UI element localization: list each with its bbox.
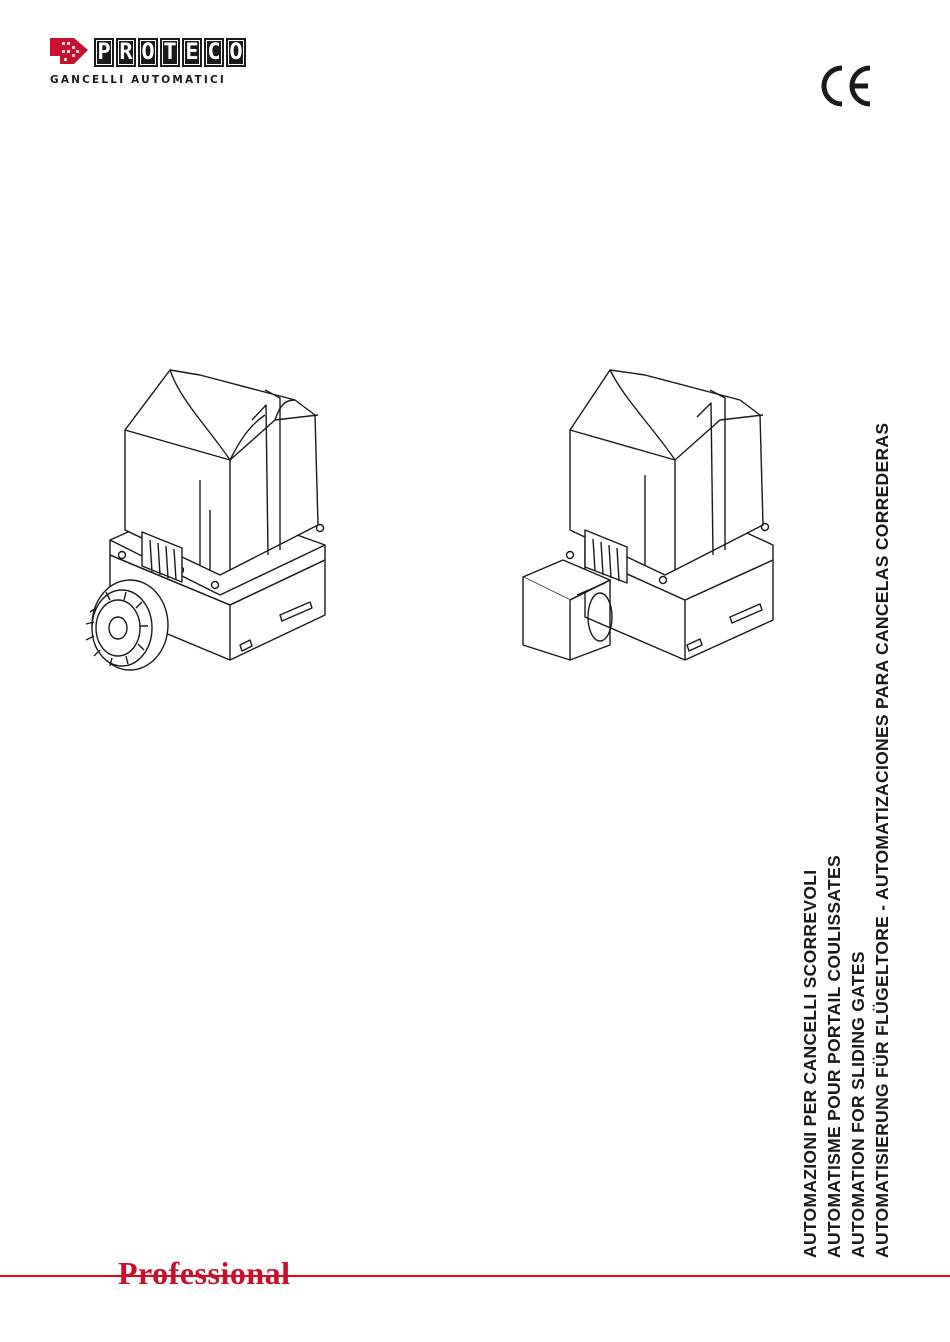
title-italian: AUTOMAZIONI PER CANCELLI SCORREVOLI [800, 869, 820, 1258]
title-english: AUTOMATION FOR SLIDING GATES [848, 951, 868, 1258]
logo-letter: O [226, 38, 246, 67]
title-french: AUTOMATISME POUR PORTAIL COULISSATES [824, 855, 844, 1258]
logo-wordmark [94, 38, 246, 67]
logo-letter: R [116, 38, 136, 67]
logo-letter: E [182, 38, 202, 67]
proteco-logo [48, 36, 258, 88]
logo-letter: O [138, 38, 158, 67]
logo-letter: T [160, 38, 180, 67]
professional-wordmark: Professional [118, 1255, 291, 1291]
logo-letter: P [94, 38, 114, 67]
gate-motor-cover-illustration [515, 355, 780, 675]
ce-mark-icon [818, 62, 874, 110]
logo-letter: C [204, 38, 224, 67]
title-german-spanish: AUTOMATISIERUNG FÜR FLÜGELTORE - AUTOMATIZACIONES PARA CANCELAS CORREDERAS [872, 422, 892, 1258]
gate-motor-pinion-illustration [80, 360, 340, 680]
logo-diamond-icon [48, 36, 92, 70]
logo-subtitle: GANCELLI AUTOMATICI [50, 74, 227, 86]
product-title-block [798, 298, 894, 1258]
